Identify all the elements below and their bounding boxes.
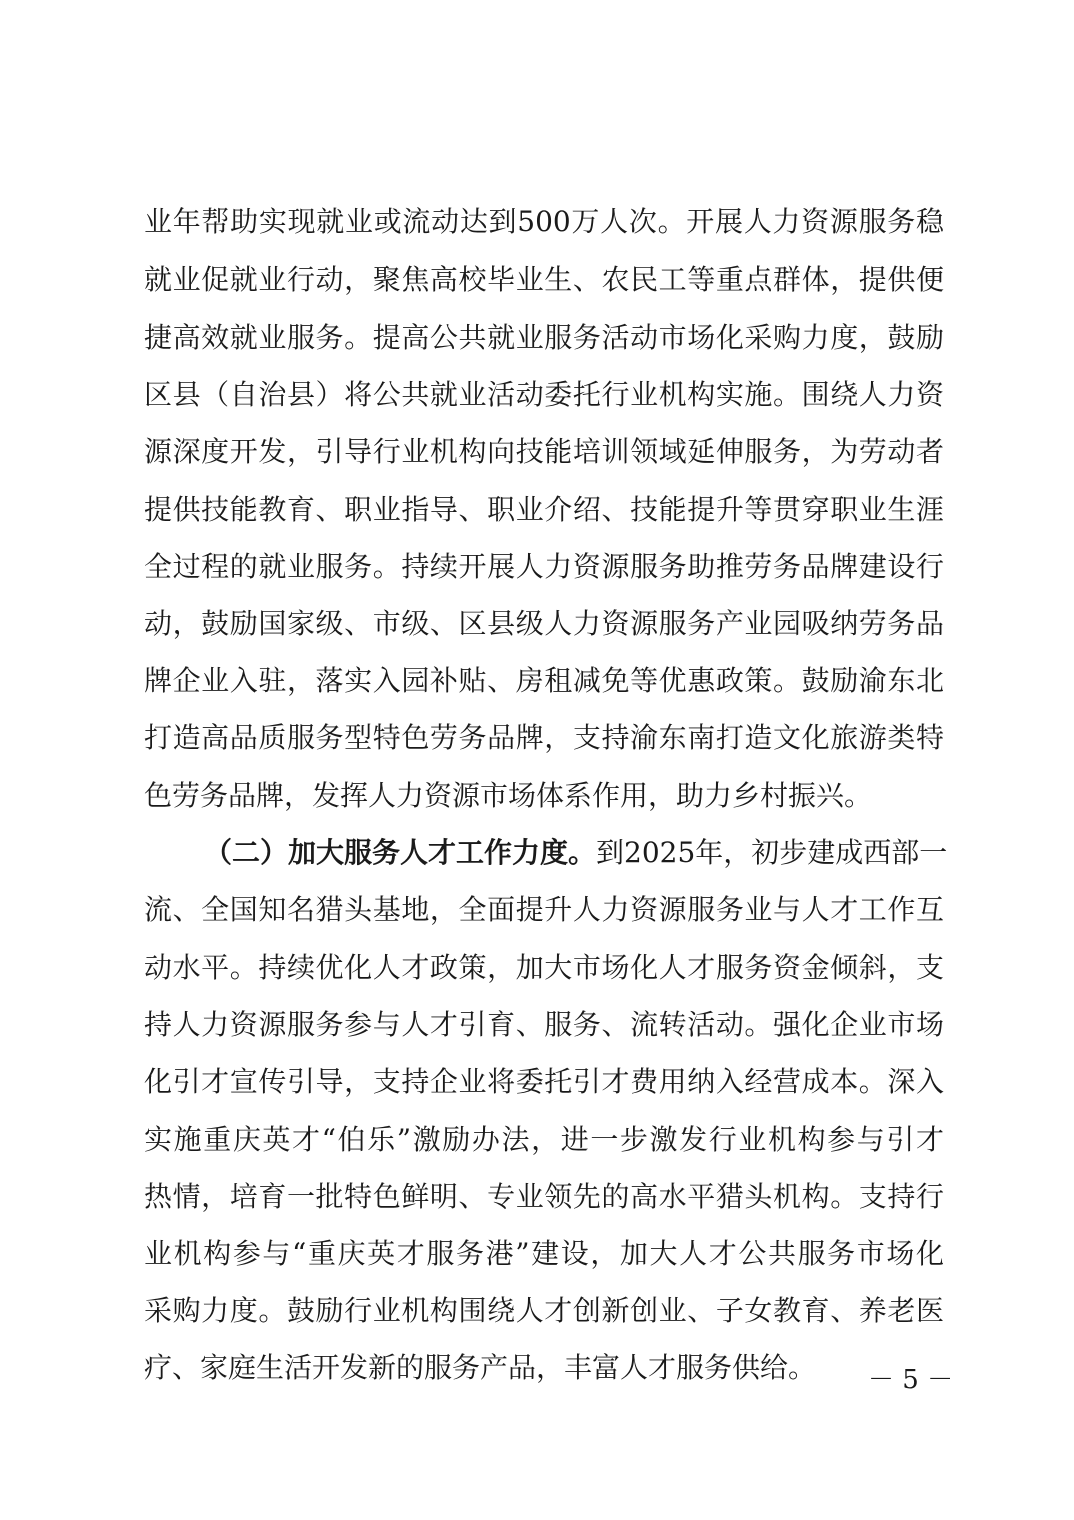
paragraph-1-line-6: 提供技能教育、职业指导、职业介绍、技能提升等贯穿职业生涯 bbox=[144, 493, 944, 526]
paragraph-2-line-5: 化引才宣传引导，支持企业将委托引才费用纳入经营成本。深入 bbox=[144, 1065, 944, 1098]
paragraph-2-line-2: 流、全国知名猎头基地，全面提升人力资源服务业与人才工作互 bbox=[144, 893, 944, 926]
paragraph-1-line-7: 全过程的就业服务。持续开展人力资源服务助推劳务品牌建设行 bbox=[144, 550, 944, 583]
paragraph-2-line-8: 业机构参与“重庆英才服务港”建设，加大人才公共服务市场化 bbox=[144, 1237, 944, 1270]
paragraph-1-line-1: 业年帮助实现就业或流动达到500万人次。开展人力资源服务稳 bbox=[144, 205, 944, 238]
paragraph-1-line-10: 打造高品质服务型特色劳务品牌，支持渝东南打造文化旅游类特 bbox=[144, 721, 944, 754]
paragraph-1-line-2: 就业促就业行动，聚焦高校毕业生、农民工等重点群体，提供便 bbox=[144, 263, 944, 296]
section-heading: （二）加大服务人才工作力度。 bbox=[204, 836, 597, 869]
paragraph-1-line-3: 捷高效就业服务。提高公共就业服务活动市场化采购力度，鼓励 bbox=[144, 321, 944, 354]
paragraph-1-line-9: 牌企业入驻，落实入园补贴、房租减免等优惠政策。鼓励渝东北 bbox=[144, 664, 944, 697]
paragraph-1-line-8: 动，鼓励国家级、市级、区县级人力资源服务产业园吸纳劳务品 bbox=[144, 607, 944, 640]
paragraph-2-line-3: 动水平。持续优化人才政策，加大市场化人才服务资金倾斜，支 bbox=[144, 951, 944, 984]
page-number: － 5 － bbox=[868, 1365, 954, 1395]
paragraph-2-line-9: 采购力度。鼓励行业机构围绕人才创新创业、子女教育、养老医 bbox=[144, 1294, 944, 1327]
paragraph-2-line-1 bbox=[204, 835, 948, 871]
paragraph-1-line-5: 源深度开发，引导行业机构向技能培训领域延伸服务，为劳动者 bbox=[144, 435, 944, 468]
paragraph-2-line-10: 疗、家庭生活开发新的服务产品，丰富人才服务供给。 bbox=[144, 1351, 817, 1384]
paragraph-2-line-7: 热情，培育一批特色鲜明、专业领先的高水平猎头机构。支持行 bbox=[144, 1180, 944, 1213]
paragraph-1-line-4: 区县（自治县）将公共就业活动委托行业机构实施。围绕人力资 bbox=[144, 378, 944, 411]
paragraph-2-line-4: 持人力资源服务参与人才引育、服务、流转活动。强化企业市场 bbox=[144, 1008, 944, 1041]
paragraph-2-line-1-text: 到2025年，初步建成西部一 bbox=[596, 836, 948, 869]
paragraph-1-line-11: 色劳务品牌，发挥人力资源市场体系作用，助力乡村振兴。 bbox=[144, 779, 873, 812]
paragraph-2-line-6: 实施重庆英才“伯乐”激励办法，进一步激发行业机构参与引才 bbox=[144, 1123, 944, 1156]
